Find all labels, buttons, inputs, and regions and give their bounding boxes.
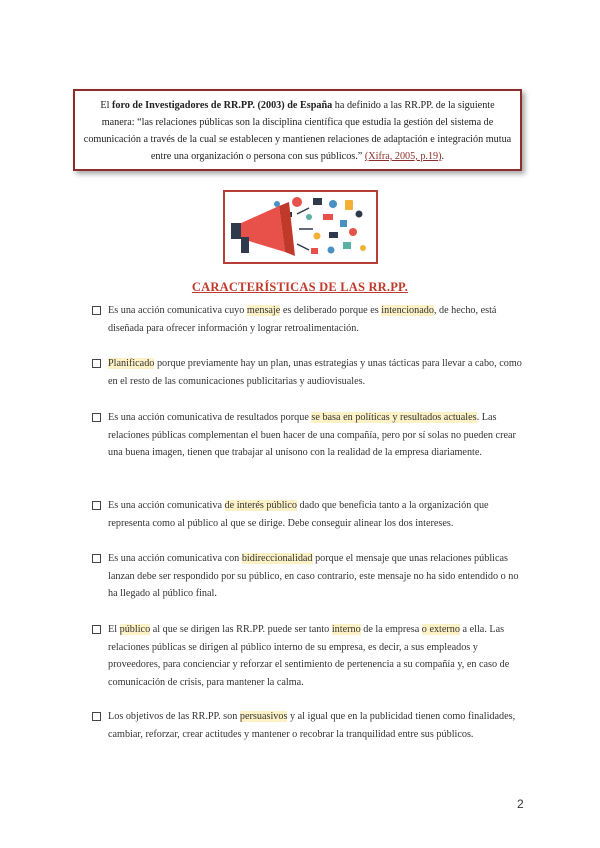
- text-segment: es deliberado porque es: [280, 305, 382, 316]
- text-segment: y al igual que en la publicidad tienen como finalidades, cambiar, reforzar, crear actitudes y mantener o recobrar la tranquilidad entre sus públicos.: [108, 711, 516, 740]
- list-item: [92, 621, 522, 691]
- checkbox[interactable]: [92, 554, 101, 563]
- text-segment: . Las relaciones públicas complementan el buen hacer de una compañía, pero por sí solas no pueden crear una buena imagen, tienen que trabajar al unísono con la realidad de la empresa diariamente.: [108, 412, 516, 458]
- megaphone-icon: [225, 192, 376, 262]
- text-segment: dado que beneficia tanto a la organización que representa como al público al que se dirige. Debe conseguir alinear los dos intereses.: [108, 500, 489, 529]
- quote-citation: (Xifra, 2005, p.19): [364, 151, 442, 162]
- list-item-text: [92, 409, 522, 462]
- highlighted-term: bidireccionalidad: [241, 553, 313, 564]
- checkbox[interactable]: [92, 712, 101, 721]
- quote-intro: El: [100, 100, 112, 111]
- text-segment: Es una acción comunicativa de resultados porque: [108, 412, 312, 423]
- highlighted-term: intencionado: [381, 305, 434, 316]
- highlighted-term: Planificado: [108, 358, 155, 369]
- checkbox[interactable]: [92, 306, 101, 315]
- page-number: 2: [517, 797, 524, 811]
- list-item-text: [92, 550, 522, 603]
- text-segment: Es una acción comunicativa: [108, 500, 225, 511]
- text-segment: Los objetivos de las RR.PP. son: [108, 711, 240, 722]
- list-item: [92, 708, 522, 743]
- quote-end: .: [441, 151, 445, 162]
- list-item-text: [92, 302, 522, 337]
- highlighted-term: se basa en políticas y resultados actuales: [311, 412, 477, 423]
- checkbox[interactable]: [92, 625, 101, 634]
- text-segment: de la empresa: [360, 624, 422, 635]
- text-segment: Es una acción comunicativa con: [108, 553, 242, 564]
- highlighted-term: público: [119, 624, 151, 635]
- list-item: [92, 409, 522, 462]
- checkbox[interactable]: [92, 413, 101, 422]
- list-item-text: [92, 621, 522, 691]
- list-item-text: [92, 708, 522, 743]
- highlighted-term: mensaje: [246, 305, 281, 316]
- text-segment: porque previamente hay un plan, unas estrategias y unas tácticas para llevar a cabo, como en el resto de las comunicaciones publicitarias y audiovisuales.: [108, 358, 522, 387]
- text-segment: porque el mensaje que unas relaciones públicas lanzan debe ser respondido por su público, en caso contrario, este mensaje no ha sido entendido o no ha llegado al público final.: [108, 553, 519, 599]
- list-item: [92, 550, 522, 603]
- text-segment: al que se dirigen las RR.PP. puede ser tanto: [150, 624, 332, 635]
- list-item: [92, 497, 522, 532]
- megaphone-illustration: [223, 190, 378, 264]
- quote-body: ha definido a las RR.PP. de la siguiente manera: “las relaciones públicas son la disciplina científica que estudia la gestión del sistema de comunicación a través de la cual se establecen y mantienen relaciones de adaptación e integración mutua entre una organización o persona con sus públicos.”: [83, 100, 512, 162]
- highlighted-term: de interés público: [224, 500, 297, 511]
- definition-quote-box: [73, 89, 522, 171]
- text-segment: a ella. Las relaciones públicas se dirigen al público interno de su empresa, es decir, a sus empleados y proveedores, para concienciar y reforzar el sentimiento de pertenencia a su compañía y, en caso de comunicación de crisis, para mantener la calma.: [108, 624, 510, 688]
- highlighted-term: persuasivos: [239, 711, 288, 722]
- text-segment: El: [108, 624, 120, 635]
- list-item: [92, 355, 522, 390]
- list-item: [92, 302, 522, 337]
- checkbox[interactable]: [92, 501, 101, 510]
- highlighted-term: o externo: [421, 624, 460, 635]
- list-item-text: [92, 497, 522, 532]
- section-heading: CARACTERÍSTICAS DE LAS RR.PP.: [191, 280, 409, 294]
- text-segment: Es una acción comunicativa cuyo: [108, 305, 247, 316]
- quote-bold-source: foro de Investigadores de RR.PP. (2003) de España: [111, 100, 333, 111]
- list-item-text: [92, 355, 522, 390]
- checkbox[interactable]: [92, 359, 101, 368]
- text-segment: , de hecho, está diseñada para ofrecer información y lograr retroalimentación.: [108, 305, 497, 334]
- highlighted-term: interno: [331, 624, 361, 635]
